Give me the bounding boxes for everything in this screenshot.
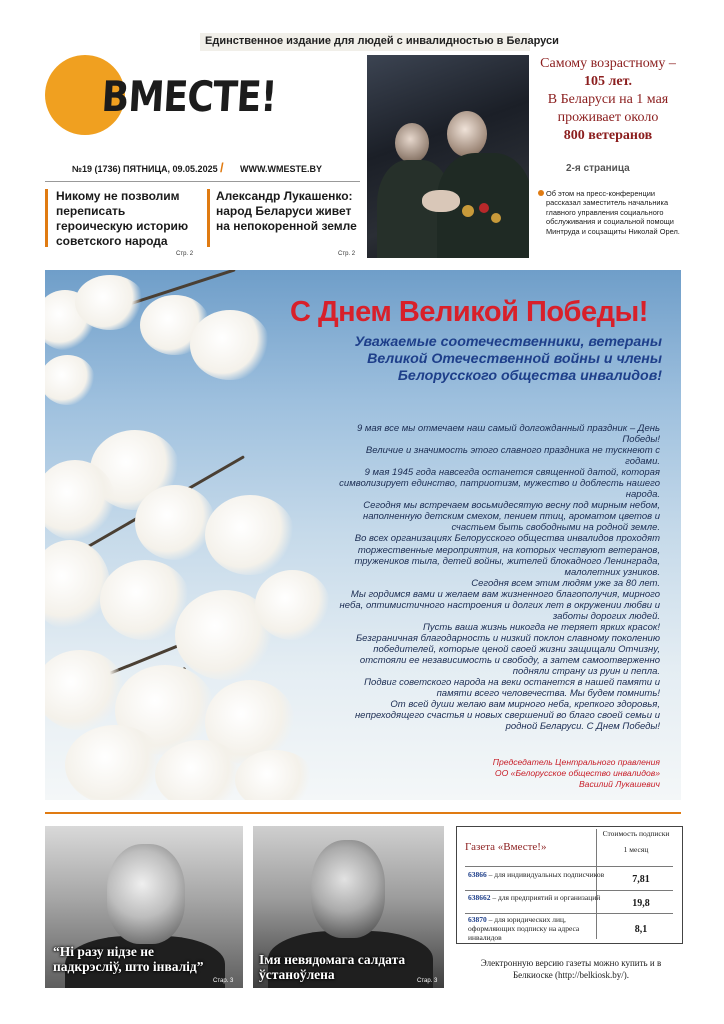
blossom-decoration: [65, 725, 165, 800]
caption-line: ўстаноўлена: [259, 967, 335, 982]
veterans-photo: [367, 55, 529, 258]
story-photo-2-caption: [259, 952, 405, 982]
subscription-code: 63866: [468, 870, 487, 879]
blossom-decoration: [135, 485, 215, 560]
teaser-2[interactable]: Александр Лукашенко: народ Беларуси живет на непокоренной земле: [216, 189, 357, 233]
cost-header-label: Стоимость подписки: [602, 829, 670, 838]
blossom-decoration: [75, 275, 145, 330]
top-story-page: 2-я страница: [566, 163, 630, 174]
subscription-price-3: 8,1: [634, 924, 648, 935]
subscription-desc: – для предприятий и организаций: [490, 893, 601, 902]
greeting-paragraph: Величие и значимость этого славного праздника не тускнеют с годами.: [365, 445, 660, 468]
main-headline: С Днем Великой Победы!: [290, 296, 648, 328]
blossom-decoration: [205, 495, 295, 575]
subscription-code: 638662: [468, 893, 491, 902]
separator-slash: /: [220, 160, 224, 175]
greeting-paragraph: Мы гордимся вами и желаем вам жизненного благополучия, мирного неба, оптимистичного настроения и долгих лет в окружении любви и заботы дорогих людей.: [339, 588, 660, 622]
subscription-row-2: [468, 893, 608, 902]
main-subheadline: Уважаемые соотечественники, ветераны Великой Отечественной войны и члены Белорусского общества инвалидов!: [354, 334, 662, 384]
portrait-face: [107, 844, 185, 944]
teaser-1-page: Стр. 2: [176, 251, 194, 257]
top-story-line2: 105 лет.: [584, 74, 632, 89]
teaser-accent-bar: [207, 189, 210, 247]
table-rule: [465, 866, 673, 867]
table-rule: [465, 890, 673, 891]
belkiosk-note[interactable]: Электронную версию газеты можно купить и в Белкиоске (http://belkiosk.by/).: [480, 958, 662, 980]
blossom-decoration: [235, 750, 315, 800]
greeting-text: [330, 423, 660, 732]
website-link[interactable]: WWW.WMESTE.BY: [240, 164, 322, 174]
subscription-row-1: [468, 870, 608, 879]
greeting-paragraph: 9 мая все мы отмечаем наш самый долгожданный праздник – День Победы!: [356, 423, 660, 446]
greeting-paragraph: Подвиг советского народа на веки останется в нашей памяти и памяти всего человечества. Мы будем помнить!: [364, 677, 660, 700]
signature-org: ОО «Белорусское общество инвалидов»: [494, 768, 660, 778]
newspaper-logo: ВМЕСТЕ!: [100, 72, 278, 121]
top-story-line3: В Беларуси на 1 мая проживает около: [547, 92, 669, 125]
greeting-paragraph: Во всех организациях Белорусского общества инвалидов проходят торжественные мероприятия, на которых чествуют ветеранов, тружеников тыла, детей войны, жителей блокадного Ленинграда, малолетних узников.: [354, 533, 660, 578]
caption-line: Імя невядомага салдата: [259, 952, 406, 967]
top-story-info: Об этом на пресс-конференции рассказал заместитель начальника главного управления социального обслуживания и социальной помощи Минтруда и соцзащиты Николай Орел.: [546, 189, 680, 236]
greeting-paragraph: Сегодня всем этим людям уже за 80 лет.: [471, 577, 660, 589]
greeting-paragraph: Сегодня мы встречаем восьмидесятую весну под мирным небом, наполненную детским смехом, пением птиц, ароматом цветов и счастьем быть свободными на родной земле.: [362, 500, 660, 534]
teaser-accent-bar: [45, 189, 48, 247]
blossom-decoration: [45, 540, 110, 630]
top-story-headline: [538, 55, 678, 145]
table-rule: [465, 913, 673, 914]
caption-line: падкрэсліў, што інвалід”: [53, 959, 204, 974]
signature: [430, 757, 660, 790]
top-story-line1: Самому возрастному –: [540, 56, 676, 71]
signature-name: Василий Лукашевич: [578, 779, 660, 789]
blossom-decoration: [45, 650, 125, 730]
subscription-desc: – для индивидуальных подписчиков: [486, 870, 605, 879]
blossom-decoration: [190, 310, 270, 380]
subscription-code: 63870: [468, 915, 487, 924]
top-story-line4: 800 ветеранов: [563, 128, 653, 143]
section-divider: [45, 812, 681, 814]
blossom-decoration: [255, 570, 330, 640]
subscription-cost-header: [600, 829, 672, 854]
blossom-decoration: [45, 355, 95, 405]
greeting-paragraph: 9 мая 1945 года навсегда останется священной датой, которая символизирует единство, патриотизм, мужество и доблесть нашего народа.: [339, 467, 660, 501]
subscription-row-3: [468, 915, 608, 942]
subscription-title: Газета «Вместе!»: [465, 841, 547, 853]
portrait-face: [311, 840, 385, 938]
story-photo-2-page: Стар. 3: [417, 978, 438, 984]
story-photo-1-page: Стар. 3: [213, 978, 234, 984]
story-photo-1-caption: [53, 944, 204, 974]
story-photo-1[interactable]: [45, 826, 243, 988]
greeting-paragraph: Пусть ваша жизнь никогда не теряет ярких красок!: [423, 621, 660, 633]
subscription-desc: – для юридических лиц, оформляющих подписку на адреса инвалидов: [468, 915, 580, 942]
bullet-icon: [538, 190, 544, 196]
signature-title: Председатель Центрального правления: [492, 757, 660, 767]
greeting-paragraph: Безграничная благодарность и низкий поклон славному поколению победителей, которые ценой своей жизни защищали Отчизну, отстояли ее независимость и свободу, а затем самоотверженно подняли страну из руин и пепла.: [355, 632, 660, 678]
subscription-price-1: 7,81: [632, 874, 650, 885]
caption-line: “Ні разу нідзе не: [53, 944, 154, 959]
blossom-decoration: [45, 460, 115, 540]
teaser-2-page: Стр. 2: [338, 251, 356, 257]
greeting-paragraph: От всей души желаю вам мирного неба, крепкого здоровья, непреходящего счастья и новых свершений во благо своей семьи и родной Беларуси. С Днем Победы!: [354, 699, 660, 733]
tagline: Единственное издание для людей с инвалидностью в Беларуси: [205, 35, 559, 47]
issue-info: №19 (1736) ПЯТНИЦА, 09.05.2025: [72, 164, 218, 174]
header-divider: [45, 181, 360, 182]
subscription-price-2: 19,8: [632, 898, 650, 909]
teaser-1[interactable]: Никому не позволим переписать героическую историю советского народа: [56, 189, 189, 248]
story-photo-2[interactable]: [253, 826, 444, 988]
cost-period: 1 месяц: [623, 844, 649, 854]
